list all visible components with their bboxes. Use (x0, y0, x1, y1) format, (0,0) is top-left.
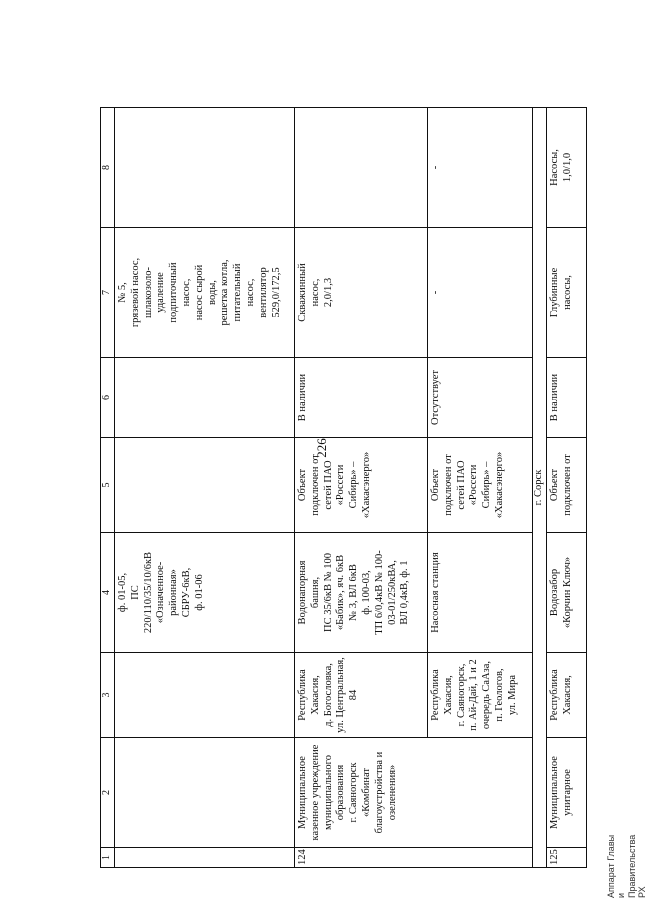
site-object: Водозабор «Корчин Ключ» (546, 533, 586, 653)
site-other: Насосы, 1,0/1,0 (546, 108, 586, 228)
data-table (100, 107, 587, 868)
footer-line-1: Аппарат Главы (606, 834, 616, 898)
col-header-6: 6 (101, 358, 115, 438)
table-row-124 (295, 108, 428, 868)
site-address: Республика Хакасия, д. Богословка, ул. Центральная, 84 (295, 653, 428, 738)
col-header-2: 2 (101, 738, 115, 848)
column-header-row (101, 108, 115, 868)
site-equipment: Глубинные насосы, (546, 228, 586, 358)
carry-equipment: № 5, грязевой насос, шлакозоло- удаление подпиточный насос, насос сырой воды, решетка котла, питательный насос, вентилятор 529,0/172,5 (115, 228, 295, 358)
col-header-1: 1 (101, 848, 115, 868)
row-number: 124 (295, 848, 533, 868)
site-connection: Объект подключен от сетей ПАО «Россети Сибирь» – «Хакасэнерго» (428, 438, 533, 533)
site-equipment: Скважинный насос, 2,0/1,3 (295, 228, 428, 358)
organization: Муниципальное казенное учреждение муниципального образования г. Саяногорск «Комбинат благоустройства и озеленения» (295, 738, 533, 848)
site-connection: Объект подключен от сетей ПАО «Россети Сибирь» – «Хакасэнерго» (295, 438, 428, 533)
col-header-5: 5 (101, 438, 115, 533)
page-number: 226 (314, 438, 329, 458)
site-other (295, 108, 428, 228)
site-connection: Объект подключен от (546, 438, 586, 533)
site-equipment: - (428, 228, 533, 358)
site-backup: В наличии (295, 358, 428, 438)
site-other: - (428, 108, 533, 228)
col-header-3: 3 (101, 653, 115, 738)
col-header-8: 8 (101, 108, 115, 228)
footer-stamp (606, 835, 647, 898)
col-header-4: 4 (101, 533, 115, 653)
site-address: Республика Хакасия, г. Саяногорск, п. Ай-Дай, 1 и 2 очередь СаАза, п. Геологов, ул. Мира (428, 653, 533, 738)
organization: Муниципальное унитарное (546, 738, 586, 848)
table-row-125 (546, 108, 586, 868)
site-backup: В наличии (546, 358, 586, 438)
section-row (533, 108, 547, 868)
col-header-7: 7 (101, 228, 115, 358)
carry-object: ф. 01-05, ПС 220/110/35/10/6кВ «Означенное- районная» СБРУ-6кВ, ф. 01-06 (115, 533, 295, 653)
row-number: 125 (546, 848, 586, 868)
data-table-rotated (100, 108, 573, 868)
section-header: г. Сорск (533, 108, 547, 868)
site-address: Республика Хакасия, (546, 653, 586, 738)
site-backup: Отсутствует (428, 358, 533, 438)
table-row-carryover (115, 108, 295, 868)
site-object: Насосная станция (428, 533, 533, 653)
site-object: Водонапорная башня, ПС 35/6кВ № 100 «Бабик», яч. 6кВ № 3, ВЛ 6кВ ф. 100-03, ТП 6/0,4кВ № 100- 03-01/250кВА, ВЛ 0,4кВ, ф. 1 (295, 533, 428, 653)
footer-line-2: и Правительства РХ (616, 834, 647, 898)
